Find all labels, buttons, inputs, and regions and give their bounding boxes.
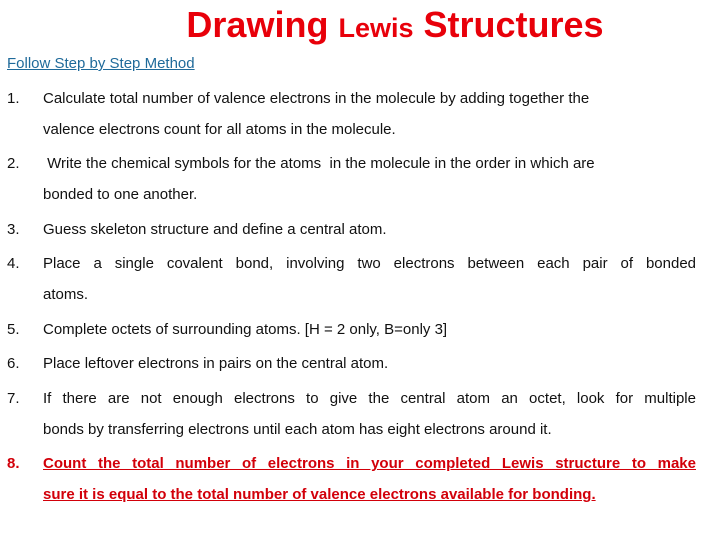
step-text: Count the total number of electrons in your completed Lewis structure to make — [43, 455, 696, 472]
step-text: bonds by transferring electrons until each atom has eight electrons around it. — [43, 421, 552, 438]
step-text: Complete octets of surrounding atoms. [H = 2 only, B=only 3] — [43, 321, 448, 338]
step-text: Calculate total number of valence electrons in the molecule by adding together the — [43, 90, 590, 107]
step-number: 7. — [7, 390, 20, 407]
step-text: Place a single covalent bond, involving two electrons between each pair of bonded — [43, 255, 696, 272]
step-number: 2. — [7, 155, 20, 172]
subtitle-link: Follow Step by Step Method — [7, 55, 195, 72]
step-number: 4. — [7, 255, 20, 272]
step-number: 5. — [7, 321, 20, 338]
step-text: bonded to one another. — [43, 186, 198, 203]
page-title — [0, 4, 720, 46]
step-number: 8. — [7, 455, 20, 472]
title-word: Drawing — [186, 4, 329, 45]
step-text: sure it is equal to the total number of valence electrons available for bonding. — [43, 486, 596, 503]
step-number: 3. — [7, 221, 20, 238]
title-word: Lewis — [338, 13, 414, 43]
step-text: Write the chemical symbols for the atoms in the molecule in the order in which are — [43, 155, 595, 172]
step-number: 6. — [7, 355, 20, 372]
step-text: valence electrons count for all atoms in the molecule. — [43, 121, 396, 138]
step-number: 1. — [7, 90, 20, 107]
step-text: If there are not enough electrons to give the central atom an octet, look for multiple — [43, 390, 696, 407]
step-text: atoms. — [43, 286, 89, 303]
step-text: Guess skeleton structure and define a central atom. — [43, 221, 387, 238]
title-word: Structures — [423, 4, 604, 45]
step-text: Place leftover electrons in pairs on the central atom. — [43, 355, 389, 372]
